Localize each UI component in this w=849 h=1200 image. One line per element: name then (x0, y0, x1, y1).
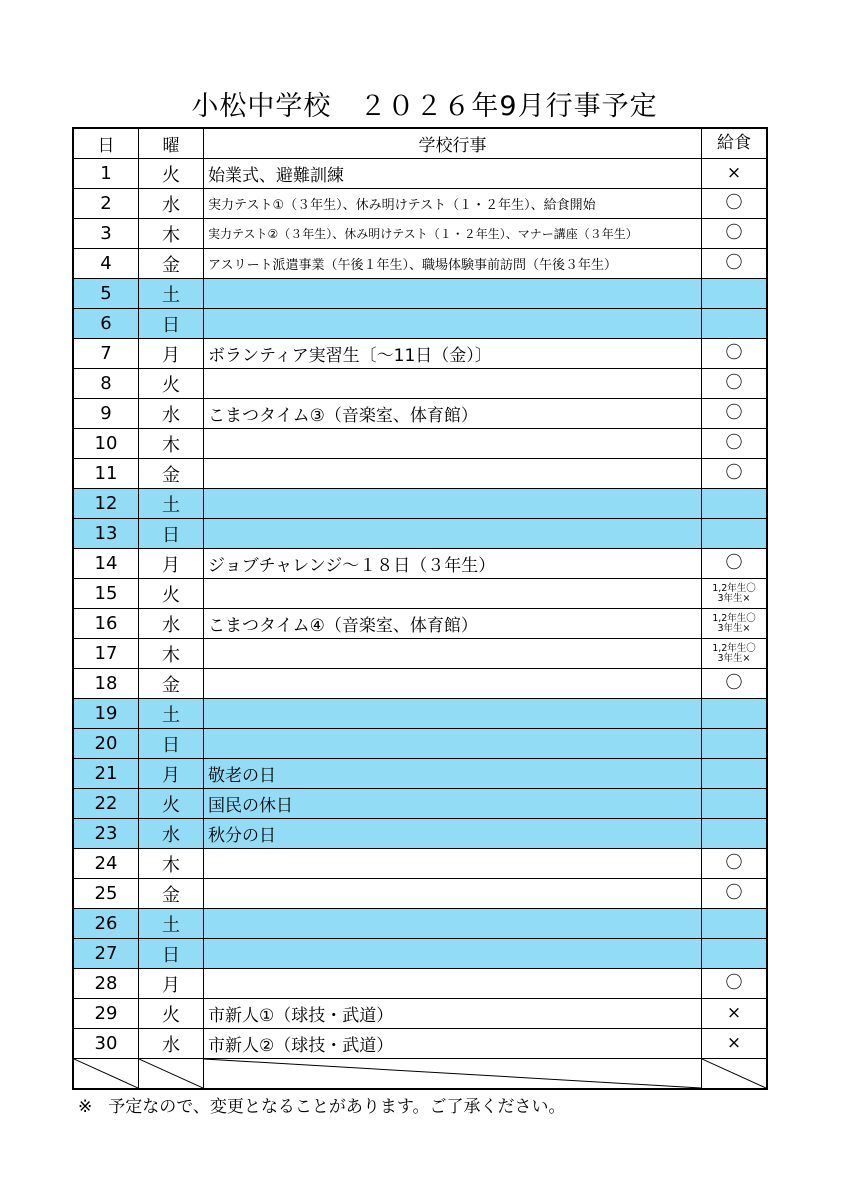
lunch-cell: 〇 (702, 879, 768, 909)
weekday-cell: 木 (139, 219, 204, 249)
table-row (73, 819, 767, 849)
lunch-cell (702, 759, 768, 789)
table-row (73, 459, 767, 489)
weekday-cell: 金 (139, 249, 204, 279)
lunch-note: 1,2年生〇 (712, 612, 756, 624)
table-row (73, 729, 767, 759)
day-cell: 5 (73, 279, 139, 309)
event-cell (204, 969, 702, 999)
event-cell (204, 429, 702, 459)
table-row (73, 879, 767, 909)
weekday-cell: 金 (139, 879, 204, 909)
event-cell: 国民の休日 (204, 789, 702, 819)
day-cell: 24 (73, 849, 139, 879)
weekday-cell: 月 (139, 759, 204, 789)
event-cell (204, 489, 702, 519)
table-row (73, 909, 767, 939)
day-cell: 20 (73, 729, 139, 759)
event-cell: 敬老の日 (204, 759, 702, 789)
table-row (73, 579, 767, 609)
table-row (73, 159, 767, 189)
day-cell: 27 (73, 939, 139, 969)
table-row (73, 1029, 767, 1059)
lunch-cell: × (702, 1029, 768, 1059)
weekday-cell: 水 (139, 609, 204, 639)
table-row (73, 279, 767, 309)
event-cell: アスリート派遣事業（午後１年生）、職場体験事前訪問（午後３年生） (204, 249, 702, 279)
lunch-note: 3年生× (717, 652, 751, 664)
day-cell: 29 (73, 999, 139, 1029)
lunch-cell (702, 789, 768, 819)
weekday-cell: 日 (139, 519, 204, 549)
lunch-note: 3年生× (717, 622, 751, 634)
diagonal-slash-icon (702, 1059, 766, 1088)
weekday-cell: 土 (139, 489, 204, 519)
lunch-cell: 〇 (702, 429, 768, 459)
header-day: 日 (73, 128, 139, 159)
weekday-cell: 土 (139, 909, 204, 939)
note-text: 予定なので、変更となることがあります。ご了承ください。 (108, 1097, 566, 1117)
lunch-cell: 〇 (702, 249, 768, 279)
table-row (73, 849, 767, 879)
weekday-cell: 金 (139, 669, 204, 699)
table-row (73, 969, 767, 999)
weekday-cell: 木 (139, 639, 204, 669)
lunch-cell: 〇 (702, 339, 768, 369)
event-cell (204, 729, 702, 759)
weekday-cell: 火 (139, 159, 204, 189)
note-mark: ※ (78, 1097, 93, 1117)
day-cell: 2 (73, 189, 139, 219)
event-cell: こまつタイム③（音楽室、体育館） (204, 399, 702, 429)
table-row (73, 999, 767, 1029)
header-dow: 曜 (139, 128, 204, 159)
event-cell (204, 309, 702, 339)
table-row (73, 249, 767, 279)
lunch-cell (702, 609, 768, 639)
weekday-cell: 水 (139, 819, 204, 849)
lunch-cell: 〇 (702, 369, 768, 399)
day-cell: 30 (73, 1029, 139, 1059)
weekday-cell: 火 (139, 999, 204, 1029)
event-cell (204, 579, 702, 609)
weekday-cell: 金 (139, 459, 204, 489)
day-cell: 25 (73, 879, 139, 909)
weekday-cell: 土 (139, 699, 204, 729)
day-cell: 6 (73, 309, 139, 339)
lunch-cell: × (702, 999, 768, 1029)
day-cell: 23 (73, 819, 139, 849)
event-cell (204, 909, 702, 939)
weekday-cell: 日 (139, 729, 204, 759)
day-cell: 28 (73, 969, 139, 999)
empty-cell-lunch (702, 1059, 768, 1090)
weekday-cell: 水 (139, 189, 204, 219)
lunch-cell (702, 939, 768, 969)
event-cell: 実力テスト②（３年生）、休み明けテスト（１・２年生）、マナー講座（３年生） (204, 219, 702, 249)
event-cell (204, 939, 702, 969)
event-cell: 市新人②（球技・武道） (204, 1029, 702, 1059)
diagonal-slash-icon (74, 1059, 138, 1088)
day-cell: 21 (73, 759, 139, 789)
weekday-cell: 火 (139, 579, 204, 609)
table-row (73, 429, 767, 459)
lunch-cell: 〇 (702, 849, 768, 879)
footnote (78, 1092, 566, 1117)
lunch-cell: 〇 (702, 189, 768, 219)
event-cell (204, 879, 702, 909)
table-row (73, 789, 767, 819)
event-cell: ジョブチャレンジ～１８日（３年生） (204, 549, 702, 579)
weekday-cell: 月 (139, 549, 204, 579)
event-cell: 始業式、避難訓練 (204, 159, 702, 189)
weekday-cell: 木 (139, 429, 204, 459)
empty-cell-day (73, 1059, 139, 1090)
lunch-cell: 〇 (702, 969, 768, 999)
day-cell: 1 (73, 159, 139, 189)
lunch-cell (702, 819, 768, 849)
page-title: 小松中学校 ２０２６年9月行事予定 (191, 91, 658, 122)
lunch-cell (702, 279, 768, 309)
event-cell: こまつタイム④（音楽室、体育館） (204, 609, 702, 639)
day-cell: 8 (73, 369, 139, 399)
table-row (73, 489, 767, 519)
diagonal-slash-icon (139, 1059, 203, 1088)
lunch-note: 3年生× (717, 592, 751, 604)
lunch-cell (702, 909, 768, 939)
diagonal-slash-icon (204, 1059, 701, 1088)
event-cell (204, 639, 702, 669)
table-row (73, 309, 767, 339)
table-row (73, 519, 767, 549)
day-cell: 18 (73, 669, 139, 699)
day-cell: 13 (73, 519, 139, 549)
table-row (73, 369, 767, 399)
table-row (73, 399, 767, 429)
lunch-cell (702, 639, 768, 669)
day-cell: 14 (73, 549, 139, 579)
header-lunch: 給食 (702, 128, 768, 159)
lunch-cell: 〇 (702, 399, 768, 429)
event-cell (204, 519, 702, 549)
header-event: 学校行事 (204, 128, 702, 159)
lunch-note: 1,2年生〇 (712, 582, 756, 594)
lunch-cell: × (702, 159, 768, 189)
event-cell: 市新人①（球技・武道） (204, 999, 702, 1029)
table-row (73, 609, 767, 639)
weekday-cell: 日 (139, 309, 204, 339)
schedule-table (72, 127, 768, 1090)
table-row (73, 939, 767, 969)
table-row (73, 639, 767, 669)
table-row (73, 759, 767, 789)
day-cell: 17 (73, 639, 139, 669)
lunch-cell (702, 519, 768, 549)
lunch-cell: 〇 (702, 459, 768, 489)
event-cell (204, 369, 702, 399)
lunch-cell (702, 579, 768, 609)
table-row (73, 699, 767, 729)
weekday-cell: 火 (139, 789, 204, 819)
lunch-cell: 〇 (702, 669, 768, 699)
empty-cell-event (204, 1059, 702, 1090)
lunch-cell (702, 729, 768, 759)
event-cell: 実力テスト①（３年生）、休み明けテスト（１・２年生）、給食開始 (204, 189, 702, 219)
day-cell: 4 (73, 249, 139, 279)
lunch-cell: 〇 (702, 219, 768, 249)
lunch-cell (702, 699, 768, 729)
day-cell: 15 (73, 579, 139, 609)
event-cell (204, 279, 702, 309)
table-header-row (73, 128, 767, 159)
lunch-cell: 〇 (702, 549, 768, 579)
event-cell (204, 459, 702, 489)
table-row (73, 339, 767, 369)
lunch-note: 1,2年生〇 (712, 642, 756, 654)
day-cell: 11 (73, 459, 139, 489)
table-row (73, 219, 767, 249)
weekday-cell: 火 (139, 369, 204, 399)
event-cell (204, 699, 702, 729)
event-cell: 秋分の日 (204, 819, 702, 849)
weekday-cell: 木 (139, 849, 204, 879)
day-cell: 12 (73, 489, 139, 519)
day-cell: 3 (73, 219, 139, 249)
lunch-cell (702, 489, 768, 519)
schedule-body (73, 159, 767, 1059)
weekday-cell: 水 (139, 399, 204, 429)
day-cell: 26 (73, 909, 139, 939)
weekday-cell: 月 (139, 969, 204, 999)
empty-cell-dow (139, 1059, 204, 1090)
weekday-cell: 日 (139, 939, 204, 969)
day-cell: 7 (73, 339, 139, 369)
empty-row (73, 1059, 767, 1090)
event-cell: ボランティア実習生〔～11日（金）〕 (204, 339, 702, 369)
table-row (73, 669, 767, 699)
weekday-cell: 水 (139, 1029, 204, 1059)
day-cell: 16 (73, 609, 139, 639)
weekday-cell: 月 (139, 339, 204, 369)
weekday-cell: 土 (139, 279, 204, 309)
day-cell: 19 (73, 699, 139, 729)
event-cell (204, 669, 702, 699)
table-row (73, 189, 767, 219)
table-row (73, 549, 767, 579)
day-cell: 10 (73, 429, 139, 459)
day-cell: 22 (73, 789, 139, 819)
lunch-cell (702, 309, 768, 339)
event-cell (204, 849, 702, 879)
day-cell: 9 (73, 399, 139, 429)
